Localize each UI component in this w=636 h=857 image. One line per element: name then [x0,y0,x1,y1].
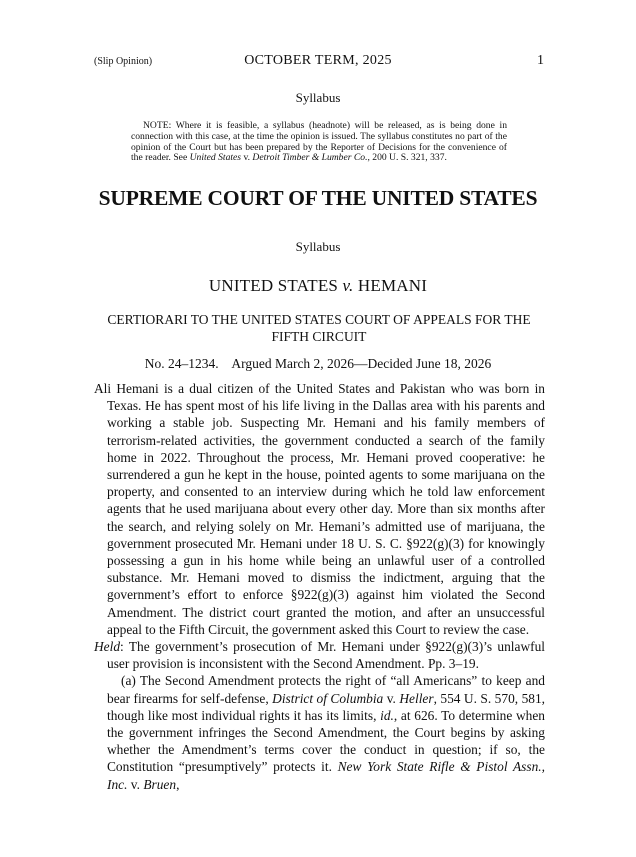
holding-a-cite-1: District of Columbia [272,690,384,706]
note-cite-tail: , 200 U. S. 321, 337. [367,152,447,164]
holding-a-v-2: v. [127,776,144,792]
slip-opinion-label: (Slip Opinion) [94,56,153,67]
note-label: NOTE: [143,120,172,131]
court-name: SUPREME COURT OF THE UNITED STATES [98,186,538,210]
page-number: 1 [537,53,544,68]
syllabus-body [94,380,545,793]
syllabus-heading: Syllabus [295,90,341,105]
holding-a-text-2: , 554 U. S. 570, 581, though like most individual rights it has its limits, [107,690,546,723]
note-cite-party: Detroit Timber & Lumber Co. [252,152,368,164]
case-party-1: UNITED STATES [208,276,339,295]
holding-a-cite-1b: Heller [399,690,434,706]
holding-a-cite-2b: Bruen [143,776,177,792]
held-label: Held [94,639,121,655]
holding-a-text-4: , [176,776,180,792]
case-party-2: HEMANI [357,276,428,295]
holding-a-text-1: (a) The Second Amendment protects the right of “all Americans” to keep and bear firearms for self-defense, [107,673,545,706]
holding-a-id: id. [380,707,394,723]
holding-a-paragraph [94,672,545,792]
syllabus-heading-2: Syllabus [295,239,341,254]
holding-a-cite-2: New York State Rifle & Pistol Assn., Inc. [107,759,545,792]
holding-a-text-3: , at 626. To determine when the government infringes the Second Amendment, the Court begins by asking whether the Amendment’s terms cover the conduct in question; if so, the Constitution “presumptively” protects it. [107,707,545,775]
note-text: Where it is feasible, a syllabus (headnote) will be released, as is being done in connection with this case, at the time the opinion is issued. The syllabus constitutes no part of the opinion of the Court but has been prepared by the Reporter of Decisions for the convenience of the reader. See [131,120,507,164]
note-cite-v: v. [241,152,253,164]
held-text: : The government’s prosecution of Mr. Hemani under §922(g)(3)’s unlawful user provision is inconsistent with the Second Amendment. Pp. 3–19. [107,639,545,672]
holding-a-v-1: v. [383,690,400,706]
note-cite-name: United States [189,152,242,164]
docket-line: No. 24–1234. Argued March 2, 2026—Decided June 18, 2026 [144,356,492,371]
reporter-note [131,121,507,164]
case-versus: v. [342,276,354,295]
term-heading: OCTOBER TERM, 2025 [244,53,392,68]
certiorari-line: CERTIORARI TO THE UNITED STATES COURT OF APPEALS FOR THE FIFTH CIRCUIT [107,312,531,344]
held-paragraph [94,638,545,672]
case-title [0,276,636,296]
facts-paragraph: Ali Hemani is a dual citizen of the United States and Pakistan who was born in Texas. He has spent most of his life living in the Dallas area with his parents and working a stable job. Suspecting Mr. Hemani and his family members of terrorism-related activities, the government conducted a search of the family home in 2022. Throughout the process, Mr. Hemani proved cooperative: he surrendered a gun he kept in the house, pointed agents to some marijuana on the property, and consented to an interview during which he told law enforcement agents that he used marijuana about every other day. More than six months after the search, and relying solely on Mr. Hemani’s admitted use of marijuana, the government prosecuted Mr. Hemani under 18 U. S. C. §922(g)(3) for knowingly possessing a gun in his home while being an unlawful user of a controlled substance. Mr. Hemani moved to dismiss the indictment, arguing that the government’s effort to enforce §922(g)(3) against him violated the Second Amendment. The district court granted the motion, and after an unsuccessful appeal to the Fifth Circuit, the government asked this Court to review the case. [94,381,545,637]
